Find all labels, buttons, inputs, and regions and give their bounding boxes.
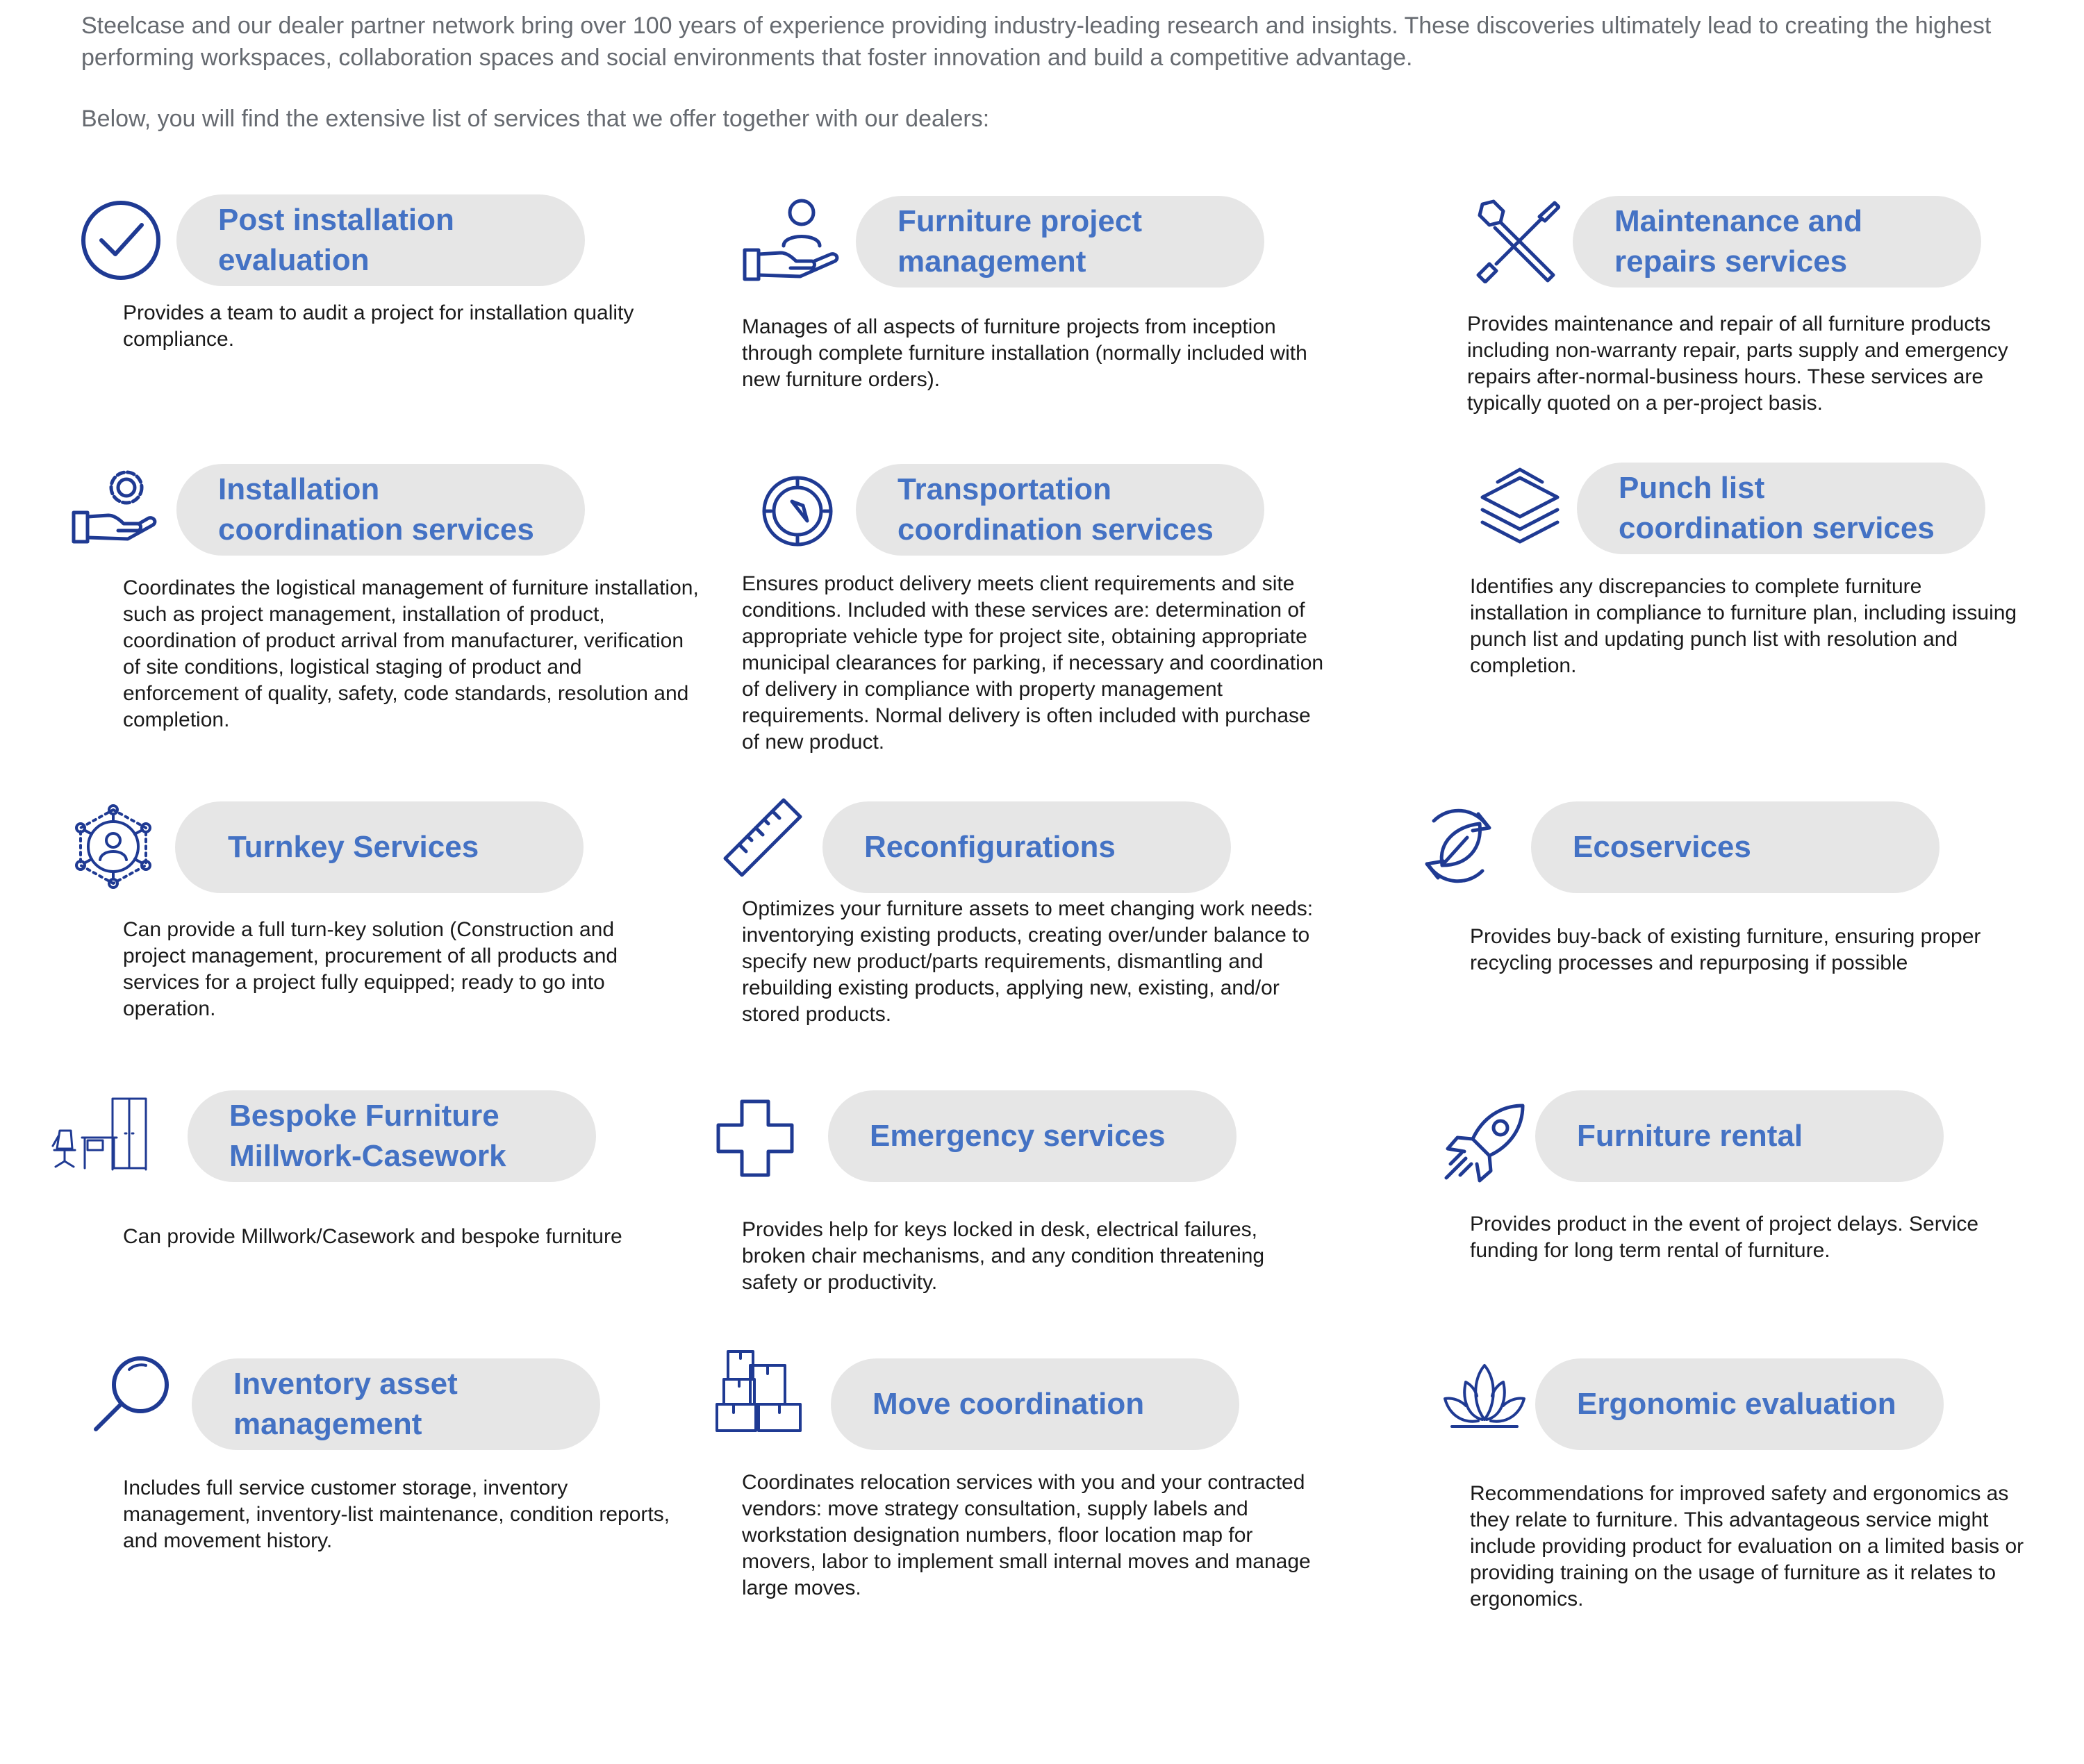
service-title: Ecoservices bbox=[1573, 830, 1751, 864]
layers-icon bbox=[1477, 464, 1563, 550]
service-title: Move coordination bbox=[873, 1387, 1145, 1421]
service-title-pill bbox=[856, 464, 1264, 556]
checkmark-circle-icon bbox=[79, 199, 163, 282]
service-title: Maintenance and repairs services bbox=[1614, 204, 1862, 278]
service-title-pill bbox=[856, 196, 1264, 288]
service-title: Furniture rental bbox=[1577, 1119, 1803, 1153]
service-title-pill bbox=[1577, 463, 1985, 554]
wrench-screwdriver-icon bbox=[1475, 199, 1560, 283]
service-description: Recommendations for improved safety and ergonomics as they relate to furniture. This advantageous service might include providing product for evaluation on a limited basis or providing training on the usage of furniture as it relates to ergonomics. bbox=[1470, 1482, 2024, 1611]
service-title: Punch list coordination services bbox=[1619, 471, 1935, 545]
service-title: Transportation coordination services bbox=[898, 472, 1214, 547]
service-title: Inventory asset management bbox=[233, 1367, 458, 1441]
service-title-pill bbox=[188, 1090, 596, 1182]
service-title-pill bbox=[822, 801, 1231, 893]
service-description: Optimizes your furniture assets to meet changing work needs: inventorying existing products, creating over/under balance to specify new product/parts requirements, dismantling and rebuilding existing products, applying new, existing, and/or stored products. bbox=[742, 897, 1314, 1026]
service-title-pill bbox=[176, 194, 585, 286]
intro-paragraph: Steelcase and our dealer partner network bring over 100 years of experience providing industry-leading research and insights. These discoveries ultimately lead to creating the highest performing workspaces, collaboration spaces and social environments that foster innovation and build a competitive advantage. bbox=[81, 13, 1992, 71]
service-title-pill bbox=[1535, 1358, 1944, 1450]
service-title: Turnkey Services bbox=[228, 830, 479, 864]
service-title: Emergency services bbox=[870, 1119, 1166, 1153]
service-title-pill bbox=[192, 1358, 600, 1450]
service-description: Includes full service customer storage, inventory management, inventory-list maintenance, condition reports, and movement history. bbox=[123, 1476, 670, 1552]
service-title: Bespoke Furniture Millwork-Casework bbox=[229, 1099, 506, 1173]
service-description: Provides maintenance and repair of all furniture products including non-warranty repair, parts supply and emergency repairs after-normal-business hours. These services are typically quoted on a per-project basis. bbox=[1467, 313, 2008, 415]
service-description: Provides help for keys locked in desk, electrical failures, broken chair mechanisms, and any condition threatening safety or productivity. bbox=[742, 1218, 1265, 1294]
service-title: Ergonomic evaluation bbox=[1577, 1387, 1896, 1421]
service-description: Coordinates relocation services with you and your contracted vendors: move strategy consultation, supply labels and workstation designation numbers, floor location map for movers, labor to implement small internal moves and manage large moves. bbox=[742, 1471, 1311, 1599]
network-person-icon bbox=[71, 804, 156, 889]
service-title: Reconfigurations bbox=[864, 830, 1116, 864]
service-title-pill bbox=[1535, 1090, 1944, 1182]
service-description: Can provide Millwork/Casework and bespoke furniture bbox=[123, 1225, 622, 1248]
medical-cross-icon bbox=[716, 1099, 795, 1178]
service-description: Identifies any discrepancies to complete furniture installation in compliance to furniture plan, including issuing punch list and updating punch list with resolution and completion. bbox=[1470, 575, 2017, 677]
service-title-pill bbox=[1531, 801, 1940, 893]
service-title-pill bbox=[175, 801, 584, 893]
service-title-pill bbox=[831, 1358, 1239, 1450]
service-title-pill bbox=[1573, 196, 1981, 288]
leaf-recycle-icon bbox=[1417, 801, 1499, 890]
service-description: Provides buy-back of existing furniture, ensuring proper recycling processes and repurposing if possible bbox=[1470, 925, 1981, 974]
ruler-icon bbox=[720, 794, 806, 881]
service-description: Can provide a full turn-key solution (Construction and project management, procurement of all products and services for a project fully equipped; ready to go into operation. bbox=[123, 918, 618, 1020]
service-title-pill bbox=[176, 464, 585, 556]
service-description: Coordinates the logistical management of furniture installation, such as project management, installation of product, coordination of product arrival from manufacturer, verification of site conditions, logistical staging of product and enforcement of quality, safety, code standards, resolution and completion. bbox=[123, 576, 699, 731]
service-description: Ensures product delivery meets client requirements and site conditions. Included with these services are: determination of appropriate vehicle type for project site, obtaining appropriate municipal clearances for parking, if necessary and coordination of delivery in compliance with property management requirements. Normal delivery is often included with purchase of new product. bbox=[742, 572, 1324, 754]
service-title: Post installation evaluation bbox=[218, 203, 454, 277]
magnifier-icon bbox=[92, 1354, 172, 1435]
compass-icon bbox=[761, 475, 834, 547]
service-title-pill bbox=[828, 1090, 1237, 1182]
service-title: Installation coordination services bbox=[218, 472, 534, 547]
service-description: Manages of all aspects of furniture projects from inception through complete furniture installation (normally included with new furniture orders). bbox=[742, 315, 1307, 391]
rocket-icon bbox=[1441, 1103, 1527, 1183]
intro-list-lead: Below, you will find the extensive list of services that we offer together with our dealers: bbox=[81, 106, 990, 132]
service-description: Provides product in the event of project delays. Service funding for long term rental of furniture. bbox=[1470, 1213, 1979, 1262]
stacked-boxes-icon bbox=[714, 1347, 803, 1433]
person-in-hand-icon bbox=[742, 197, 841, 283]
lotus-icon bbox=[1441, 1361, 1528, 1431]
service-description: Provides a team to audit a project for installation quality compliance. bbox=[123, 301, 634, 351]
service-title: Furniture project management bbox=[898, 204, 1143, 278]
gear-in-hand-icon bbox=[71, 467, 157, 544]
office-furniture-icon bbox=[47, 1095, 165, 1171]
